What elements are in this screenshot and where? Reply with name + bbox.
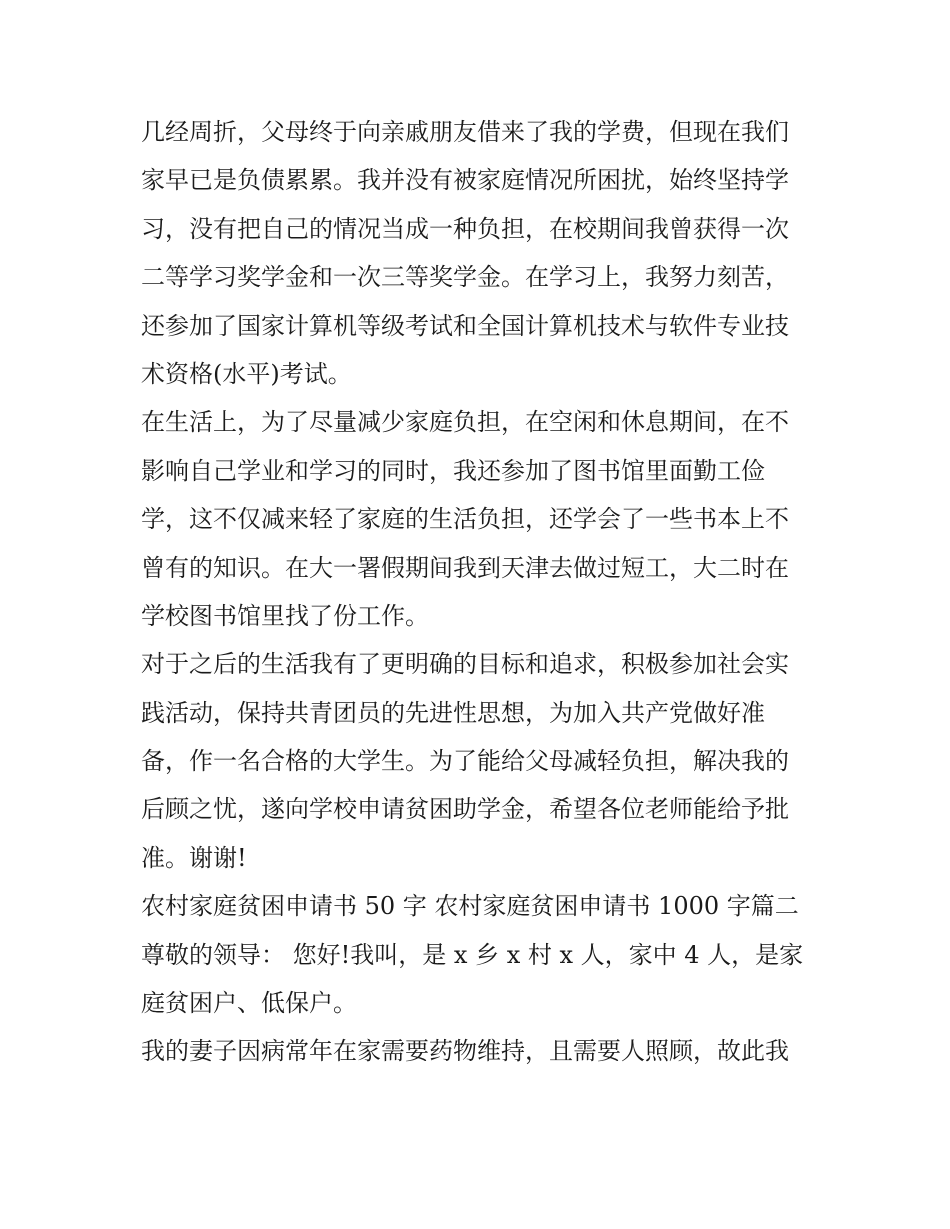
text-line: 学，这不仅减来轻了家庭的生活负担，还学会了一些书本上不 (141, 505, 789, 534)
text-line: 准。谢谢! (141, 843, 247, 872)
text-line: 曾有的知识。在大一署假期间我到天津去做过短工，大二时在 (141, 553, 789, 582)
text-line: 我的妻子因病常年在家需要药物维持，且需要人照顾，故此我 (141, 1037, 789, 1066)
text-line: 术资格(水平)考试。 (141, 359, 352, 388)
text-line: 影响自己学业和学习的同时，我还参加了图书馆里面勤工俭 (141, 456, 765, 485)
text-line: 庭贫困户、低保户。 (141, 989, 357, 1018)
text-line: 尊敬的领导： 您好!我叫，是 x 乡 x 村 x 人，家中 4 人，是家 (141, 940, 804, 969)
text-line: 几经周折，父母终于向亲戚朋友借来了我的学费，但现在我们 (141, 118, 789, 146)
text-line: 学校图书馆里找了份工作。 (141, 601, 429, 630)
text-line: 备，作一名合格的大学生。为了能给父母减轻负担，解决我的 (141, 747, 789, 776)
text-line: 家早已是负债累累。我并没有被家庭情况所困扰，始终坚持学 (141, 166, 789, 195)
text-line: 后顾之忧，遂向学校申请贫困助学金，希望各位老师能给予批 (141, 795, 789, 824)
text-line: 二等学习奖学金和一次三等奖学金。在学习上，我努力刻苦， (141, 263, 789, 292)
text-line: 践活动，保持共青团员的先进性思想，为加入共产党做好准 (141, 698, 765, 727)
text-line: 还参加了国家计算机等级考试和全国计算机技术与软件专业技 (141, 311, 789, 340)
text-line: 习，没有把自己的情况当成一种负担，在校期间我曾获得一次 (141, 214, 789, 243)
text-line: 在生活上，为了尽量减少家庭负担，在空闲和休息期间，在不 (141, 408, 789, 437)
document-body (141, 108, 821, 1076)
section-heading: 农村家庭贫困申请书 50 字 农村家庭贫困申请书 1000 字篇二 (141, 892, 799, 921)
text-line: 对于之后的生活我有了更明确的目标和追求，积极参加社会实 (141, 650, 789, 679)
